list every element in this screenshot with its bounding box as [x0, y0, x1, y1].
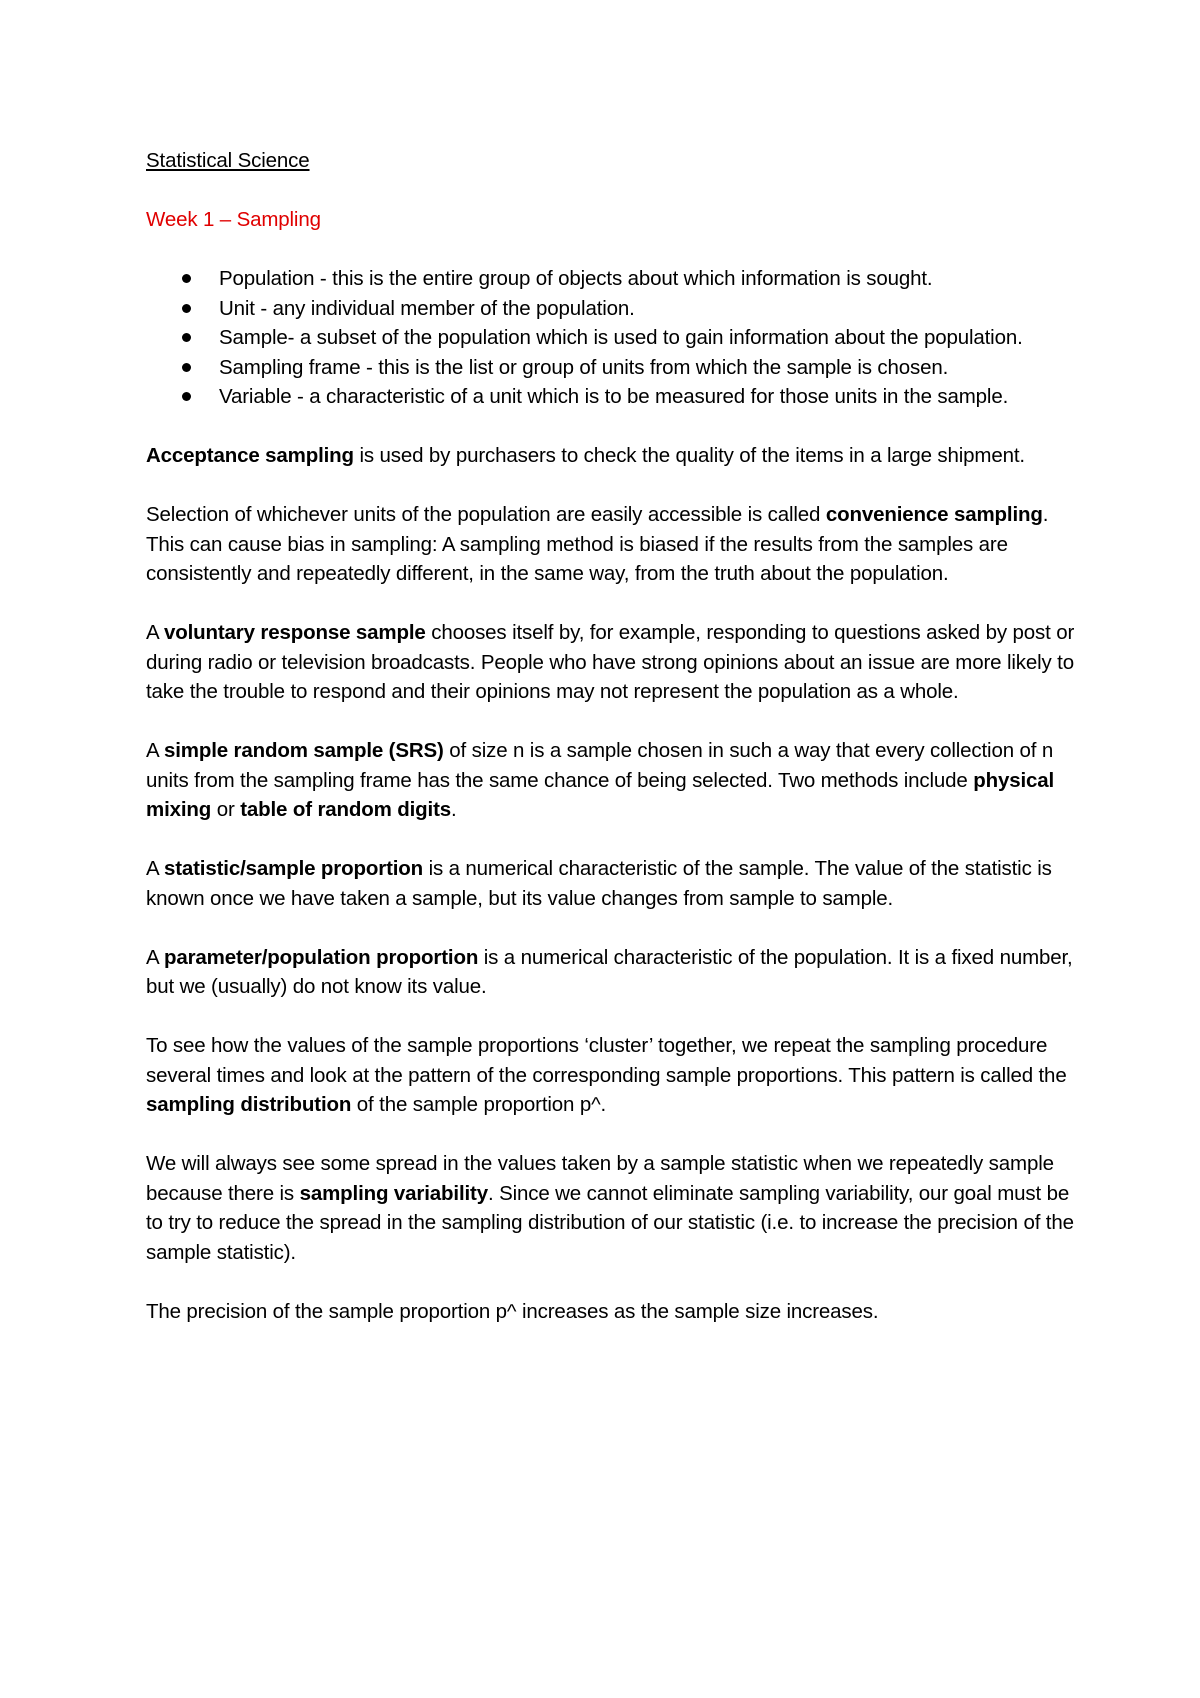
document-title: Statistical Science	[146, 149, 310, 172]
list-item	[146, 353, 1076, 383]
bullet-icon	[182, 304, 191, 313]
bullet-icon	[182, 363, 191, 372]
document-body	[146, 146, 1076, 1326]
paragraph-text: .	[451, 798, 457, 821]
paragraph-text: is a numerical characteristic of the population. It is a fixed number, but we (usually) do not know its value.	[146, 945, 1073, 998]
paragraph-text: A	[146, 739, 164, 762]
paragraph-text: A	[146, 857, 164, 880]
paragraph-text: is a numerical characteristic of the sample. The value of the statistic is known once we have taken a sample, but its value changes from sample to sample.	[146, 857, 1052, 910]
bold-term: statistic/sample proportion	[163, 857, 424, 880]
week-heading: Week 1 – Sampling	[146, 208, 321, 231]
bold-term: sampling variability	[299, 1181, 488, 1205]
paragraph-text: Selection of whichever units of the population are easily accessible is called	[146, 503, 826, 526]
paragraph-sampling-distribution	[146, 1031, 1076, 1120]
list-item	[146, 323, 1076, 353]
bold-term: Acceptance sampling	[146, 444, 354, 467]
paragraph-text: To see how the values of the sample proportions ‘cluster’ together, we repeat the sampling procedure several times and look at the pattern of the corresponding sample proportions. This pattern is called the	[146, 1034, 1067, 1087]
bullet-icon	[182, 274, 191, 283]
paragraph-convenience-sampling	[146, 500, 1076, 589]
paragraph-precision: The precision of the sample proportion p^ increases as the sample size increases.	[146, 1299, 879, 1323]
paragraph-text: of size n is a sample chosen in such a way that every collection of n units from the sampling frame has the same chance of being selected. Two methods include	[146, 739, 1054, 792]
paragraph-text: A	[146, 621, 164, 644]
bold-term: voluntary response sample	[163, 621, 426, 644]
paragraph-text: . Since we cannot eliminate sampling variability, our goal must be to try to reduce the spread in the sampling distribution of our statistic (i.e. to increase the precision of the sample statistic).	[146, 1181, 1074, 1264]
paragraph-voluntary-response	[146, 618, 1076, 707]
definition-text: Sampling frame - this is the list or group of units from which the sample is chosen.	[219, 355, 949, 379]
paragraph-text: . This can cause bias in sampling: A sampling method is biased if the results from the samples are consistently and repeatedly different, in the same way, from the truth about the population.	[146, 503, 1049, 585]
paragraph-text: chooses itself by, for example, responding to questions asked by post or during radio or television broadcasts. People who have strong opinions about an issue are more likely to take the trouble to respond and their opinions may not represent the population as a whole.	[146, 621, 1075, 703]
definition-text: Variable - a characteristic of a unit which is to be measured for those units in the sample.	[219, 385, 1009, 408]
paragraph-sampling-variability	[146, 1149, 1076, 1267]
list-item	[146, 264, 1076, 294]
paragraph-statistic	[146, 854, 1076, 913]
paragraph-simple-random-sample	[146, 736, 1076, 825]
paragraph-text: A	[146, 945, 164, 969]
paragraph-text: We will always see some spread in the values taken by a sample statistic when we repeatedly sample because there is	[146, 1152, 1054, 1205]
bold-term: sampling distribution	[146, 1093, 352, 1116]
bold-term: table of random digits	[240, 798, 452, 821]
list-item	[146, 382, 1076, 412]
definitions-list	[146, 264, 1076, 412]
bullet-icon	[182, 392, 191, 401]
paragraph-text: is used by purchasers to check the quality of the items in a large shipment.	[353, 444, 1025, 467]
bold-term: physical mixing	[146, 768, 1055, 821]
paragraph-acceptance-sampling	[146, 441, 1076, 471]
paragraph-parameter	[146, 943, 1076, 1002]
bullet-icon	[182, 333, 191, 342]
definition-text: Sample- a subset of the population which is used to gain information about the population.	[219, 326, 1023, 349]
bold-term: parameter/population proportion	[163, 945, 479, 969]
bold-term: convenience sampling	[825, 503, 1043, 526]
list-item	[146, 294, 1076, 324]
bold-term: simple random sample (SRS)	[163, 739, 444, 762]
paragraph-text: or	[211, 798, 241, 821]
definition-text: Population - this is the entire group of objects about which information is sought.	[219, 267, 933, 290]
paragraph-text: of the sample proportion p^.	[351, 1093, 607, 1116]
definition-text: Unit - any individual member of the population.	[219, 296, 635, 320]
